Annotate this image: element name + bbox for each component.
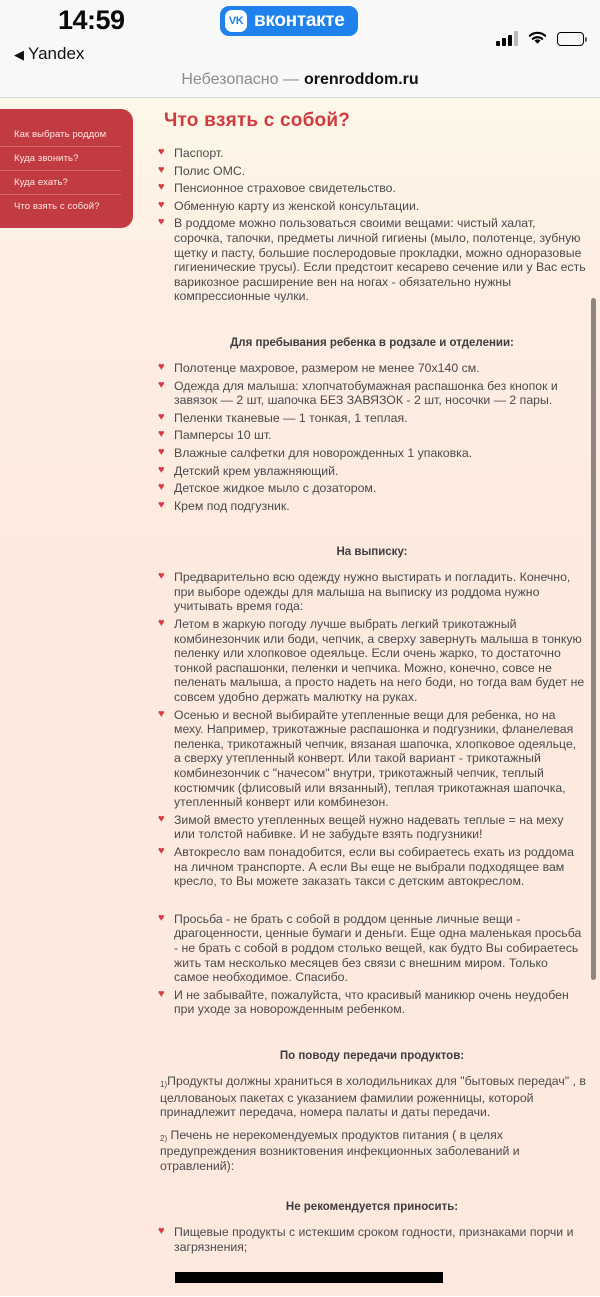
status-bar-indicators: [496, 26, 584, 46]
list-item: ♥ Зимой вместо утепленных вещей нужно надевать теплые = на меху или толстой набивке. И не забудьте взять подгузники!: [158, 813, 586, 842]
insecure-warning-label: Небезопасно —: [181, 70, 299, 88]
list-item: ♥ Одежда для малыша: хлопчатобумажная распашонка без кнопок и завязок — 2 шт, шапочка БЕЗ ЗАВЯЗОК - 2 шт, носочки — 2 пары.: [158, 379, 586, 408]
list-item: ♥ Автокресло вам понадобится, если вы собираетесь ехать из роддома на личном транспорте. А если Вы еще не выбрали подходящее вам кресло, то Вы можете заказать такси с детским автокреслом.: [158, 845, 586, 889]
baby-items-list: [158, 361, 586, 513]
list-item: ♥ Полис ОМС.: [158, 164, 586, 179]
numbered-item-1-text: Продукты должны храниться в холодильниках для "бытовых передач" , в целлованоых пакетах с указанием фамилии роженницы, которой принадлежит передача, номера палаты и даты передачи.: [160, 1073, 586, 1120]
list-item: ♥ Паспорт.: [158, 146, 586, 161]
not-recommended-list: [158, 1225, 586, 1254]
list-item: ♥ Пищевые продукты с истекшим сроком годности, признаками порчи и загрязнения;: [158, 1225, 586, 1254]
list-item: ♥ Просьба - не брать с собой в роддом ценные личные вещи - драгоценности, ценные бумаги и деньги. Еще одна маленькая просьба - не брать с собой в роддом столько вещей, как будто Вы собираетесь жить там несколько месяцев без связи с внешним миром. Только самое необходимое. Спасибо.: [158, 912, 586, 985]
back-arrow-icon: ◀: [14, 46, 24, 62]
vk-logo-icon: VK: [225, 10, 247, 32]
vk-label: вконтакте: [254, 10, 345, 31]
sidebar-item-where-to-go[interactable]: Куда ехать?: [0, 171, 121, 195]
vkontakte-badge[interactable]: [220, 6, 358, 36]
ios-status-bar: [0, 0, 600, 62]
numbered-item-2-marker: 2): [160, 1133, 168, 1143]
list-item: ♥ Пенсионное страховое свидетельство.: [158, 181, 586, 196]
section-heading-discharge: На выписку:: [336, 546, 408, 559]
documents-list: [158, 146, 586, 304]
numbered-item-1-marker: 1): [160, 1079, 168, 1089]
sidebar-item-choose-maternity[interactable]: Как выбрать роддом: [0, 123, 121, 147]
section-heading-not-recommended: Не рекомендуется приносить:: [285, 1201, 459, 1214]
section-heading-food-transfer: По поводу передачи продуктов:: [279, 1049, 465, 1062]
list-item: ♥ Осенью и весной выбирайте утепленные вещи для ребенка, но на меху. Например, трикотажные распашонка и подгузники, фланелевая пеленка, трикотажный чепчик, вязаная шапочка, хлопковое одеяльце, а сверху утепленный конверт. Или такой вариант - трикотажный комбинезончик с "начесом" внутри, трикотажный чепчик, теплый костюмчик (флисовый или вязанный), теплая трикотажная шапочка, утепленный конверт или комбинезон.: [158, 708, 586, 810]
browser-url-bar[interactable]: [0, 62, 600, 98]
list-item: ♥ В роддоме можно пользоваться своими вещами: чистый халат, сорочка, тапочки, предметы личной гигиены (мыло, полотенце, зубную щетку и пасту, большие послеродовые прокладки, можно одноразовые гигиенические трусы). Если предстоит кесарево сечение или у Вас есть варикозное расширение вен на ногах - обязательно нужны компрессионные чулки.: [158, 216, 586, 304]
article-content: [150, 98, 600, 1296]
list-item: ♥ Влажные салфетки для новорожденных 1 упаковка.: [158, 446, 586, 461]
list-item: ♥ Детский крем увлажняющий.: [158, 464, 586, 479]
site-navigation-sidebar: [0, 109, 133, 228]
redaction-bar: [175, 1272, 443, 1283]
url-host-label: orenroddom.ru: [303, 70, 419, 88]
section-heading-baby-items: Для пребывания ребенка в родзале и отделении:: [230, 336, 514, 349]
requests-list: [158, 912, 586, 1017]
list-item: ♥ Пеленки тканевые — 1 тонкая, 1 теплая.: [158, 411, 586, 426]
sidebar-item-where-to-call[interactable]: Куда звонить?: [0, 147, 121, 171]
cellular-signal-icon: [496, 31, 518, 46]
web-page-viewport: [0, 98, 600, 1296]
discharge-list: [158, 570, 586, 888]
list-item: ♥ Памперсы 10 шт.: [158, 428, 586, 443]
list-item: ♥ Обменную карту из женской консультации.: [158, 199, 586, 214]
list-item: ♥ Детское жидкое мыло с дозатором.: [158, 481, 586, 496]
list-item: ♥ Предварительно всю одежду нужно выстирать и погладить. Конечно, при выборе одежды для малыша на выписку из роддома нужно учитывать время года:: [158, 570, 586, 614]
wifi-icon: [527, 30, 548, 46]
list-item: ♥ Крем под подгузник.: [158, 499, 586, 514]
numbered-item-2-text: Печень не нерекомендуемых продуктов питания ( в целях предупреждения возниктовения инфекционных заболеваний и отравлений):: [160, 1127, 520, 1173]
status-bar-time: 14:59: [58, 5, 125, 35]
back-app-label: Yandex: [28, 44, 85, 63]
numbered-item-2: [158, 1128, 586, 1174]
battery-icon: [557, 32, 584, 46]
list-item: ♥ Летом в жаркую погоду лучше выбрать легкий трикотажный комбинезончик или боди, чепчик, а сверху завернуть малыша в тонкую пеленку или хлопковое одеяльце. Если очень жарко, то достаточно тонкой распашонки, пеленки и чепчика. Можно, конечно, совсе не пеленать малыша, а просто надеть на него боди, но тогда вам будет не совсем удобно держать малютку на руках.: [158, 617, 586, 705]
page-title: Что взять с собой?: [164, 110, 351, 131]
numbered-item-1: [158, 1074, 586, 1120]
sidebar-item-what-to-take[interactable]: Что взять с собой?: [14, 201, 100, 212]
list-item: ♥ Полотенце махровое, размером не менее 70x140 см.: [158, 361, 586, 376]
page-scrollbar[interactable]: [591, 298, 596, 980]
back-to-app-button[interactable]: [14, 44, 84, 64]
list-item: ♥ И не забывайте, пожалуйста, что красивый маникюр очень неудобен при уходе за новорожденным ребенком.: [158, 988, 586, 1017]
